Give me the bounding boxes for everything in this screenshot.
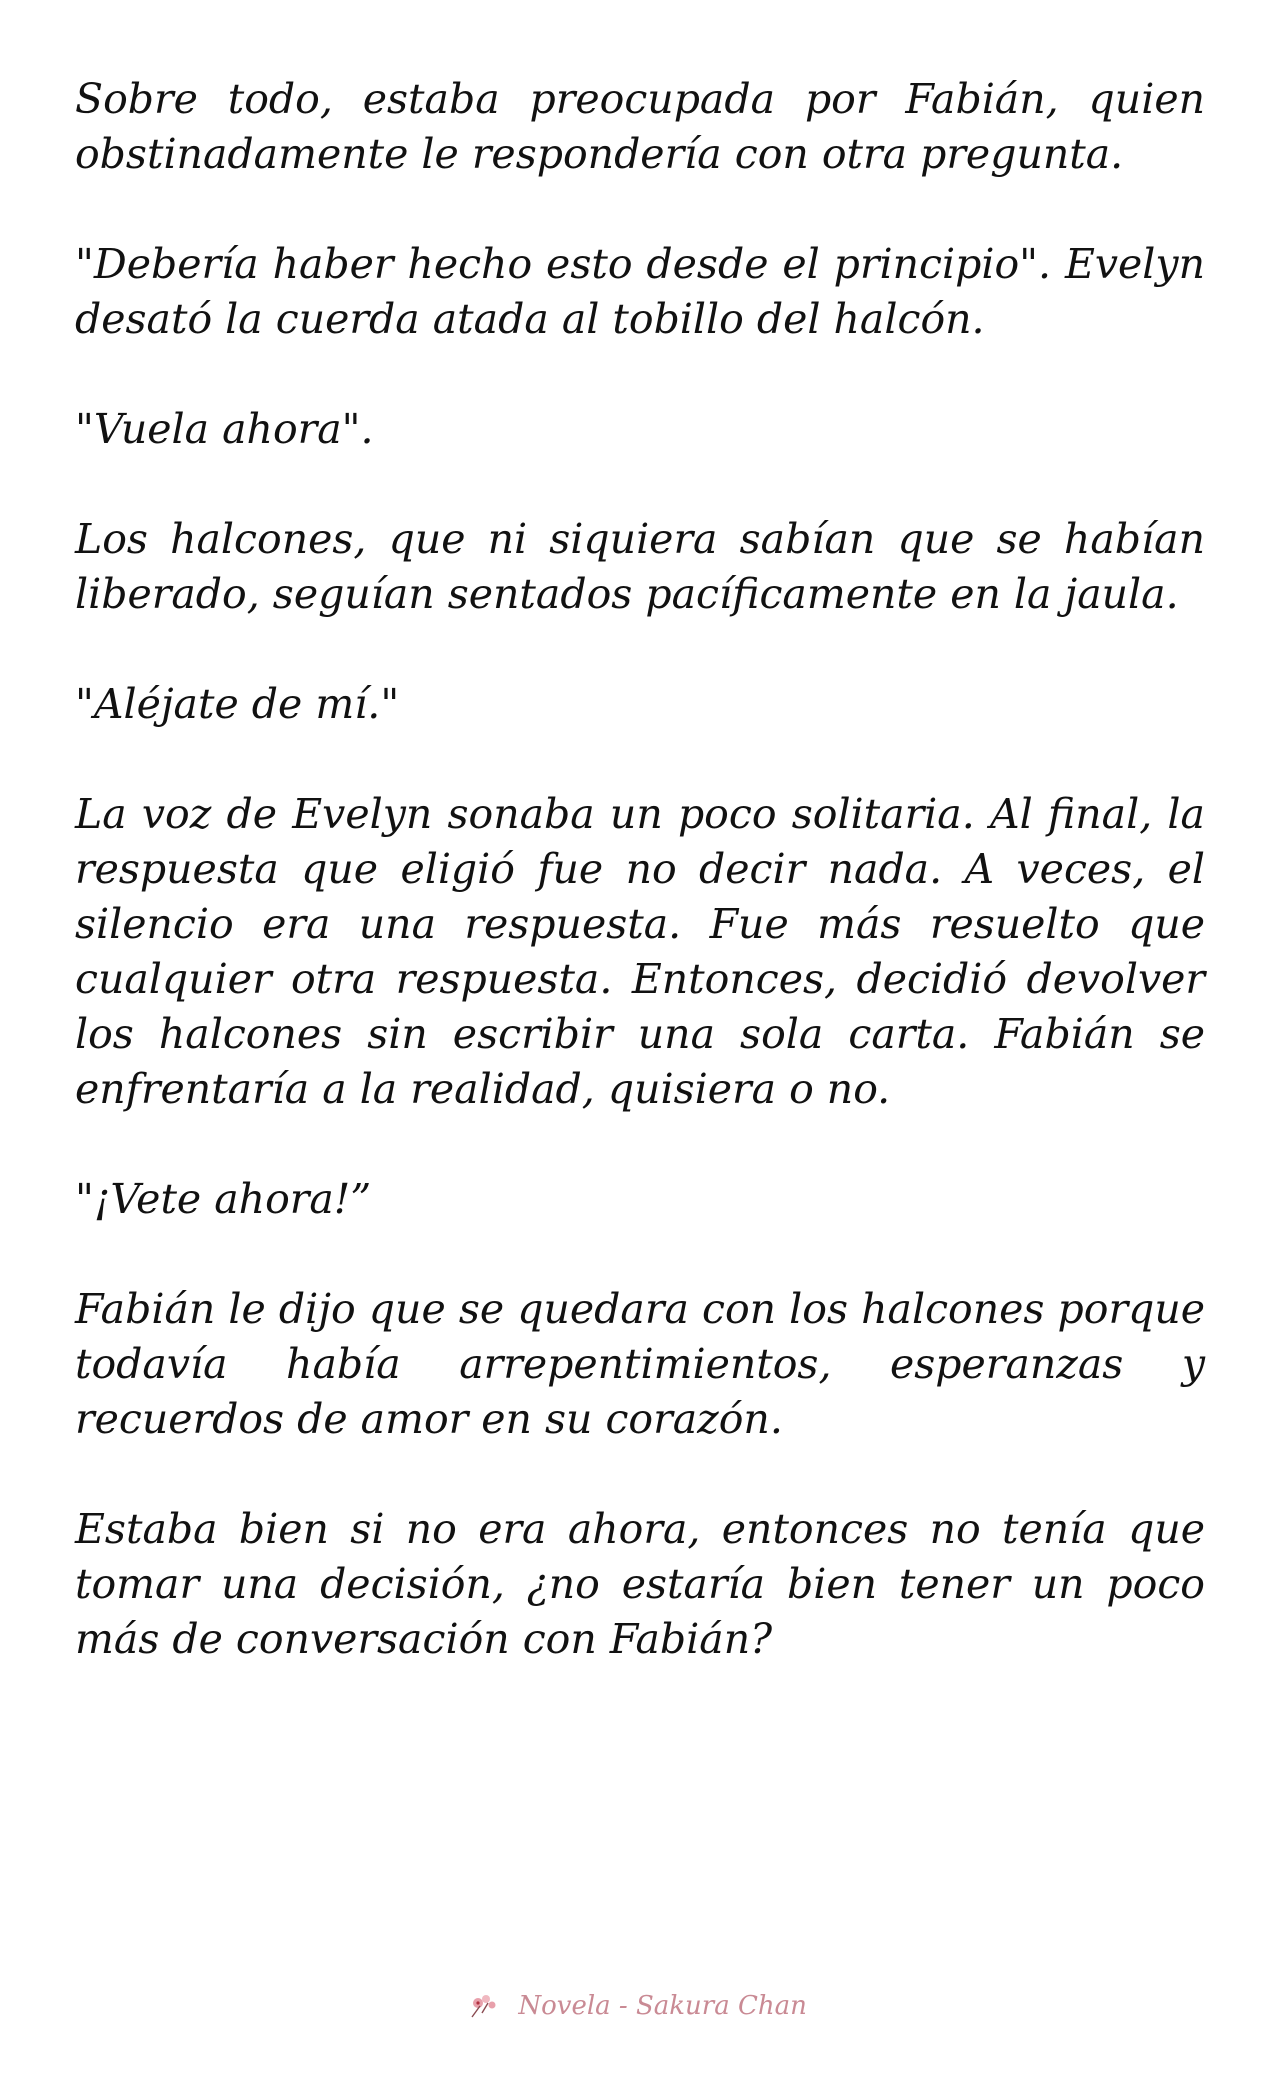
paragraph: "¡Vete ahora!” xyxy=(75,1175,372,1223)
paragraph: La voz de Evelyn sonaba un poco solitaria. Al final, la respuesta que eligió fue no decir nada. A veces, el silencio era una respuesta. Fue más resuelto que cualquier otra respuesta. Entonces, decidió devolver los halcones sin escribir una sola carta. Fabián se enfrentaría a la realidad, quisiera o no. xyxy=(75,790,1205,1113)
paragraph: "Debería haber hecho esto desde el principio". Evelyn desató la cuerda atada al tobillo del halcón. xyxy=(75,240,1205,343)
sakura-blossom-icon xyxy=(468,1991,502,2021)
paragraph: Los halcones, que ni siquiera sabían que se habían liberado, seguían sentados pacíficamente en la jaula. xyxy=(75,515,1205,618)
paragraph: "Vuela ahora". xyxy=(75,405,374,453)
watermark-footer xyxy=(0,1990,1275,2021)
paragraph: Sobre todo, estaba preocupada por Fabián, quien obstinadamente le respondería con otra pregunta. xyxy=(75,75,1205,178)
document-body xyxy=(75,72,1205,1722)
paragraph: Fabián le dijo que se quedara con los halcones porque todavía había arrepentimientos, esperanzas y recuerdos de amor en su corazón. xyxy=(75,1285,1205,1443)
paragraph: Estaba bien si no era ahora, entonces no tenía que tomar una decisión, ¿no estaría bien tener un poco más de conversación con Fabián? xyxy=(75,1505,1205,1663)
paragraph: "Aléjate de mí." xyxy=(75,680,400,728)
watermark-text: Novela - Sakura Chan xyxy=(518,1991,807,2021)
